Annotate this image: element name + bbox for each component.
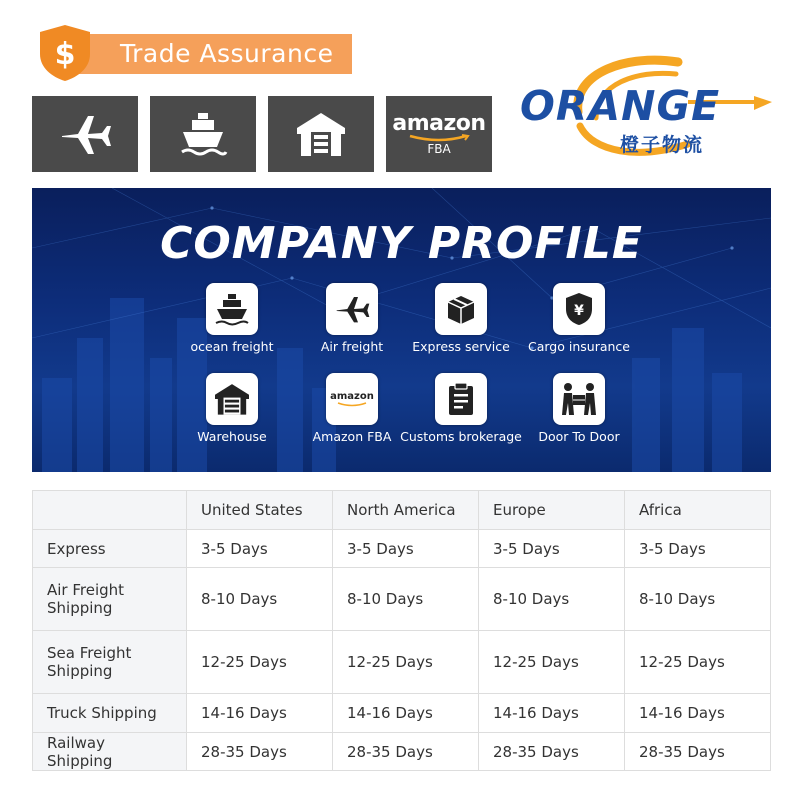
trade-assurance-label: Trade Assurance (120, 39, 334, 68)
company-profile-panel (32, 188, 771, 472)
table-cell: 3-5 Days (187, 530, 333, 568)
airplane-icon (58, 112, 112, 156)
table-cell: 28-35 Days (187, 733, 333, 771)
transit-time-table (32, 490, 771, 771)
table-cell: 14-16 Days (333, 694, 479, 733)
amazon-icon (326, 373, 378, 425)
feature-label: ocean freight (190, 339, 274, 354)
table-row-label: Air Freight Shipping (33, 568, 187, 631)
table-header-row (33, 491, 771, 530)
table-row-label: Sea Freight Shipping (33, 631, 187, 694)
table-header-cell: Africa (625, 491, 771, 530)
shield-symbol: $ (54, 37, 76, 72)
table-cell: 12-25 Days (625, 631, 771, 694)
feature-label: Amazon FBA (312, 429, 392, 444)
amazon-fba-tile[interactable] (386, 96, 492, 172)
table-cell: 8-10 Days (479, 568, 625, 631)
feature-warehouse[interactable] (162, 373, 302, 444)
table-row (33, 733, 771, 771)
delivery-person-icon (553, 373, 605, 425)
table-row (33, 694, 771, 733)
feature-door-to-door[interactable] (509, 373, 649, 444)
table-cell: 14-16 Days (625, 694, 771, 733)
sea-service-tile[interactable] (150, 96, 256, 172)
table-row-label: Truck Shipping (33, 694, 187, 733)
table-cell: 12-25 Days (187, 631, 333, 694)
logo-wordmark: ORANGE (520, 82, 721, 130)
table-row-label: Express (33, 530, 187, 568)
ship-icon (206, 283, 258, 335)
table-cell: 8-10 Days (625, 568, 771, 631)
table-row-label: Railway Shipping (33, 733, 187, 771)
amazon-badge-word: amazon (330, 391, 374, 402)
feature-label: Cargo insurance (528, 339, 630, 354)
table-cell: 3-5 Days (479, 530, 625, 568)
clipboard-icon (435, 373, 487, 425)
company-profile-title: COMPANY PROFILE (160, 218, 643, 269)
dollar-shield-icon (34, 22, 96, 84)
feature-cargo-insurance[interactable] (509, 283, 649, 354)
feature-label: Warehouse (197, 429, 267, 444)
table-row (33, 568, 771, 631)
feature-label: Door To Door (538, 429, 620, 444)
trade-assurance-banner (34, 22, 352, 84)
ship-icon (178, 109, 228, 159)
table-cell: 12-25 Days (479, 631, 625, 694)
table-cell: 14-16 Days (187, 694, 333, 733)
air-service-tile[interactable] (32, 96, 138, 172)
svg-text:¥: ¥ (574, 303, 584, 319)
shield-yen-icon (553, 283, 605, 335)
feature-label: Customs brokerage (400, 429, 522, 444)
feature-label: Express service (412, 339, 510, 354)
orange-logo (518, 52, 776, 164)
table-header-cell: United States (187, 491, 333, 530)
warehouse-icon (295, 110, 347, 158)
fba-label: FBA (427, 142, 451, 156)
table-cell: 3-5 Days (333, 530, 479, 568)
logo-chinese-name: 橙子物流 (620, 134, 705, 156)
feature-label: Air freight (320, 339, 384, 354)
table-cell: 8-10 Days (187, 568, 333, 631)
warehouse-service-tile[interactable] (268, 96, 374, 172)
table-header-cell: North America (333, 491, 479, 530)
warehouse-icon (206, 373, 258, 425)
table-cell: 28-35 Days (479, 733, 625, 771)
table-header-corner (33, 491, 187, 530)
amazon-word: amazon (392, 111, 486, 136)
table-cell: 14-16 Days (479, 694, 625, 733)
feature-ocean-freight[interactable] (162, 283, 302, 354)
airplane-icon (326, 283, 378, 335)
table-row (33, 631, 771, 694)
box-icon (435, 283, 487, 335)
table-cell: 3-5 Days (625, 530, 771, 568)
amazon-fba-icon (392, 112, 485, 156)
table-cell: 28-35 Days (625, 733, 771, 771)
table-cell: 8-10 Days (333, 568, 479, 631)
table-cell: 12-25 Days (333, 631, 479, 694)
table-row (33, 530, 771, 568)
table-cell: 28-35 Days (333, 733, 479, 771)
table-header-cell: Europe (479, 491, 625, 530)
